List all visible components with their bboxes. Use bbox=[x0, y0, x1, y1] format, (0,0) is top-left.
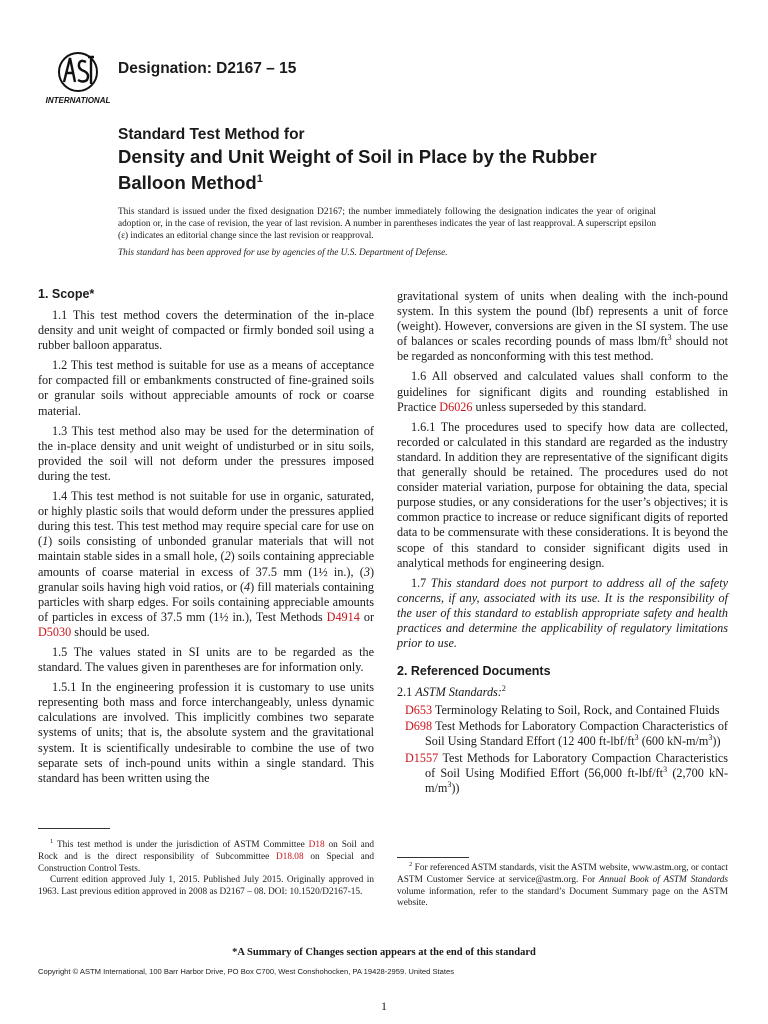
title-footnote-mark: 1 bbox=[256, 173, 263, 185]
ref-item-d1557 bbox=[405, 751, 728, 796]
link-d4914[interactable]: D4914 bbox=[326, 609, 360, 624]
text: Test Methods for Laboratory Compaction Characteristics of Soil Using Standard Effort (12 400 ft-lbf/ft bbox=[425, 719, 728, 749]
text: 2.1 bbox=[397, 685, 416, 700]
ref-item-d653 bbox=[405, 703, 728, 718]
text: on Soil and Rock and is the direct responsibility of Subcommittee bbox=[38, 840, 374, 862]
text: ASTM Standards: bbox=[415, 685, 502, 700]
link-d1557[interactable]: D1557 bbox=[405, 750, 439, 765]
footnote-2-text bbox=[397, 860, 728, 910]
superscript: 3 bbox=[634, 733, 639, 743]
footnote-mark: 1 bbox=[50, 837, 54, 845]
title-prefix: Standard Test Method for bbox=[118, 126, 305, 143]
link-d6026[interactable]: D6026 bbox=[439, 399, 473, 414]
text: should not be regarded as nonconforming with this test method. bbox=[397, 334, 728, 364]
text: ) granular soils having high void ratios, or ( bbox=[38, 564, 374, 594]
copyright-line: Copyright © ASTM International, 100 Barr Harbor Drive, PO Box C700, West Conshohocken, PA 19428-2959. United States bbox=[38, 967, 455, 976]
text: (2,700 kN-m/m bbox=[425, 765, 729, 795]
enum: 1 bbox=[42, 534, 49, 549]
page-number: 1 bbox=[381, 999, 387, 1013]
text: volume information, refer to the standard’s Document Summary page on the ASTM website. bbox=[397, 886, 728, 909]
enum: 3 bbox=[363, 564, 370, 579]
para-1-5: 1.5 The values stated in SI units are to be regarded as the standard. The values given in parentheses are for information only. bbox=[38, 644, 374, 675]
text: 1.7 bbox=[411, 575, 431, 590]
astm-logo bbox=[42, 48, 114, 106]
footnote-1-edition: Current edition approved July 1, 2015. Published July 2015. Originally approved in 1963. Last previous edition approved in 2008 as D2167 – 08. DOI: 10.1520/D2167-15. bbox=[38, 875, 374, 898]
para-1-7 bbox=[397, 576, 728, 651]
text: )) bbox=[712, 734, 721, 749]
superscript: 2 bbox=[501, 684, 506, 694]
para-1-2: 1.2 This test method is suitable for use as a means of acceptance for compacted fill or embankments constructed of fine-grained soils or granular soils without appreciable amounts of rock or coarse material. bbox=[38, 358, 374, 418]
text: unless superseded by this standard. bbox=[472, 399, 647, 414]
section-2-heading: 2. Referenced Documents bbox=[397, 664, 551, 679]
title-text: Density and Unit Weight of Soil in Place by the Rubber Balloon Method bbox=[118, 146, 597, 194]
text: (600 kN-m/m bbox=[638, 734, 709, 749]
footnote-1 bbox=[38, 837, 374, 899]
text: For referenced ASTM standards, visit the ASTM website, www.astm.org, or contact ASTM Customer Service at service@astm.org. For bbox=[397, 863, 728, 885]
superscript: 3 bbox=[663, 764, 668, 774]
text: Test Methods for Laboratory Compaction Characteristics of Soil Using Modified Effort (56,000 ft-lbf/ft bbox=[425, 750, 728, 780]
para-2-1 bbox=[397, 685, 728, 700]
link-d18-08[interactable]: D18.08 bbox=[275, 851, 304, 862]
footnote-divider bbox=[38, 828, 110, 829]
summary-of-changes-note: *A Summary of Changes section appears at the end of this standard bbox=[232, 947, 536, 958]
left-column bbox=[38, 286, 374, 791]
text: ) fill materials containing particles with sharp edges. For soils containing appreciable amounts of particles in excess of 37.5 mm (1½ in.), Test Methods bbox=[38, 579, 374, 624]
document-title bbox=[118, 146, 658, 194]
designation-notice: This standard is issued under the fixed designation D2167; the number immediately following the designation indicates the year of original adoption or, in the case of revision, the year of last revision. A number in parentheses indicates the year of last reapproval. A superscript epsilon (ε) indicates an editorial change since the last revision or reapproval. bbox=[118, 207, 656, 242]
right-column bbox=[397, 289, 728, 797]
designation: Designation: D2167 – 15 bbox=[118, 60, 297, 77]
link-d698[interactable]: D698 bbox=[405, 719, 433, 734]
logo-caption: INTERNATIONAL bbox=[45, 96, 111, 105]
enum: 4 bbox=[244, 579, 251, 594]
footnote-mark: 2 bbox=[409, 860, 413, 868]
para-1-6-1: 1.6.1 The procedures used to specify how data are collected, recorded or calculated in this standard are regarded as the industry standard. In addition they are representative of the significant digits that generally should be retained. The procedures used do not consider material variation, purpose for obtaining the data, special purpose studies, or any considerations for the user’s objectives; it is common practice to increase or reduce significant digits of reported data to be commensurate with these considerations. It is beyond the scope of this standard to consider significant digits used in analytical methods for engineering design. bbox=[397, 419, 728, 570]
link-d5030[interactable]: D5030 bbox=[38, 624, 72, 639]
text: 1.6 All observed and calculated values shall conform to the guidelines for significant digits and rounding established in Practice bbox=[397, 369, 728, 414]
safety-statement: This standard does not purport to address all of the safety concerns, if any, associated with its use. It is the responsibility of the user of this standard to establish appropriate safety and health practices and determine the applicability of regulatory limitations prior to use. bbox=[397, 575, 728, 651]
text: This test method is under the jurisdiction of ASTM Committee bbox=[53, 840, 309, 850]
enum: 2 bbox=[224, 549, 231, 564]
link-d18[interactable]: D18 bbox=[308, 840, 325, 850]
text: 1.4 This test method is not suitable for use in organic, saturated, or highly plastic soils that would deform under the pressures applied during this test. This test method may require special care for use on ( bbox=[38, 489, 374, 549]
text: Annual Book of ASTM Standards bbox=[598, 874, 728, 885]
text: gravitational system of units when dealing with the inch-pound system. In this system the pound (lbf) represents a unit of force (weight). However, conversions are given in the SI system. The use of balances or scales recording pounds of mass lbm/ft bbox=[397, 289, 728, 349]
para-1-4 bbox=[38, 489, 374, 640]
footnote-1-text bbox=[38, 837, 374, 875]
dod-approval-note: This standard has been approved for use by agencies of the U.S. Department of Defense. bbox=[118, 248, 448, 258]
text: Terminology Relating to Soil, Rock, and Contained Fluids bbox=[432, 703, 720, 718]
para-1-5-1-continued bbox=[397, 289, 728, 364]
text: on Special and Construction Control Tests. bbox=[38, 851, 374, 874]
text: should be used. bbox=[71, 624, 150, 639]
para-1-1: 1.1 This test method covers the determination of the in-place density and unit weight of compacted or firmly bonded soil using a rubber balloon apparatus. bbox=[38, 308, 374, 353]
para-1-6 bbox=[397, 369, 728, 414]
link-d653[interactable]: D653 bbox=[405, 703, 433, 718]
superscript: 3 bbox=[447, 779, 452, 789]
text: ) soils containing appreciable amounts of coarse material in excess of 37.5 mm (1½ in.), ( bbox=[38, 549, 374, 579]
para-1-5-1: 1.5.1 In the engineering profession it is customary to use units representing both mass and force interchangeably, unless dynamic calculations are involved. This implicitly combines two separate systems of units; that is, the absolute system and the gravitational system. It is scientifically undesirable to combine the use of two separate sets of inch-pound units within a single standard. This standard has been written using the bbox=[38, 680, 374, 785]
ref-item-d698 bbox=[405, 719, 728, 749]
section-1-heading: 1. Scope* bbox=[38, 287, 95, 301]
footnote-2 bbox=[397, 860, 728, 910]
superscript: 3 bbox=[667, 333, 672, 343]
para-1-3: 1.3 This test method also may be used for the determination of the in-place density and unit weight of undisturbed or in situ soils, provided the soil will not deform under the pressures imposed during the test. bbox=[38, 423, 374, 483]
text: )) bbox=[451, 780, 460, 795]
text: or bbox=[359, 609, 374, 624]
footnote-divider bbox=[397, 857, 469, 858]
text: ) soils consisting of unbonded granular materials that will not maintain stable sides in a small hole, ( bbox=[38, 534, 374, 564]
superscript: 3 bbox=[708, 733, 713, 743]
